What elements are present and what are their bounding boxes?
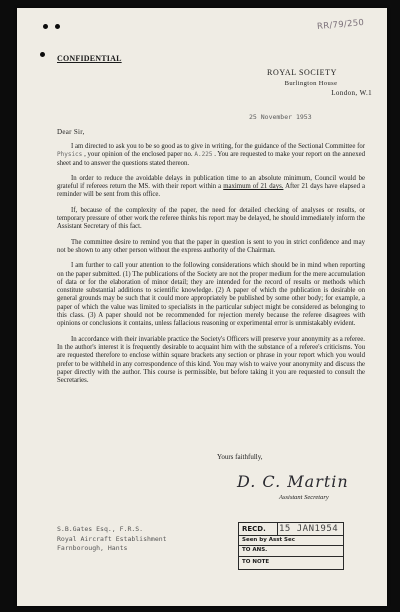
signatory-title: Assistant Secretary: [279, 494, 329, 501]
confidential-heading: CONFIDENTIAL: [57, 54, 122, 63]
recipient-line-3: Farnborough, Hants: [57, 544, 128, 552]
punch-hole: [43, 24, 48, 29]
stamp-row-line: [239, 545, 343, 546]
recipient-address: [57, 525, 167, 554]
organization-name: ROYAL SOCIETY: [267, 68, 337, 77]
street-address: Burlington House: [284, 80, 338, 87]
recipient-line-2: Royal Aircraft Establishment: [57, 534, 167, 543]
recipient-line-1: S.B.Gates Esq., F.R.S.: [57, 525, 144, 533]
letter-body: [57, 143, 365, 392]
stamp-seen-label: Seen by Asst Sec: [242, 537, 295, 543]
punch-hole: [55, 24, 60, 29]
deadline-underlined: maximum of 21 days.: [223, 183, 284, 191]
city-address: London, W.1: [331, 89, 372, 97]
paper-number-field: A.225: [194, 151, 213, 159]
paragraph-1: I am directed to ask you to be so good as to give in writing, for the guidance of the Sectional Committee for Physics , your opinion of the enclosed paper no. A.225 . You are requested to make your report on the annexed sheet and to answer the questions stated thereon.: [57, 143, 366, 167]
salutation: Dear Sir,: [57, 128, 85, 136]
paragraph-4: The committee desire to remind you that the paper in question is sent to you in strict confidence and may not be shown to any other person without the express authority of the Chairman.: [57, 238, 365, 254]
letter-date: 25 November 1953: [249, 113, 312, 121]
stamp-to-note-label: TO NOTE: [242, 559, 270, 565]
stamp-divider: [277, 523, 278, 535]
stamp-row-line: [239, 556, 343, 557]
stamp-date: 15 JAN1954: [279, 524, 339, 534]
stamp-to-ans-label: TO ANS.: [242, 547, 268, 553]
paragraph-3: If, because of the complexity of the paper, the need for detailed checking of analyses or results, or temporary pressure of other work the referee thinks his report may be delayed, he should immediately inform the Assistant Secretary of this fact.: [57, 206, 365, 231]
signature: D. C. Martin: [237, 472, 349, 491]
paragraph-5: I am further to call your attention to the following considerations which should be in mind when reporting on the paper submitted. (1) The publications of the Society are not the proper medium for the mere accumulation of data or for the elaboration of minor detail; they are intended for the record of results or methods which constitute substantial additions to scientific knowledge. (2) A paper of which the publication is desirable on general grounds may be such that it could more appropriately be published by some other body; for example, a paper of which the value was limited to specialists in the particular subject might be considered as belonging to this class. (3) A paper should not be recommended for rejection merely because the referee disagrees with opinions or conclusions it contains, unless fallacious reasoning or experimental error is unmistakably evident.: [57, 262, 365, 328]
committee-field: Physics: [57, 151, 83, 159]
received-stamp: [238, 522, 344, 570]
punch-hole: [40, 52, 45, 57]
reference-number: RR/79/250: [316, 17, 365, 33]
letter-page: [17, 8, 387, 606]
paragraph-2: In order to reduce the avoidable delays in publication time to an absolute minimum, Council would be grateful if referees return the MS. with their report within a maximum of 21 days. After 21 days have elapsed a reminder will be sent from this office.: [57, 174, 366, 199]
letterhead-address: [222, 68, 382, 97]
stamp-recd-label: RECD.: [242, 525, 266, 533]
paragraph-6: In accordance with their invariable practice the Society's Officers will preserve your anonymity as a referee. In the author's interest it is frequently desirable to acquaint him with the substance of a referee's criticisms. You are requested therefore to enclose within square brackets any section or phrase in your report which you would prefer to be withheld in any correspondence of this kind. You may wish to waive your anonymity and discuss the paper directly with the author. This course is permissible, but before taking it you are requested to consult the Secretaries.: [57, 335, 365, 385]
closing-phrase: Yours faithfully,: [217, 453, 263, 461]
stamp-row-line: [239, 535, 343, 536]
